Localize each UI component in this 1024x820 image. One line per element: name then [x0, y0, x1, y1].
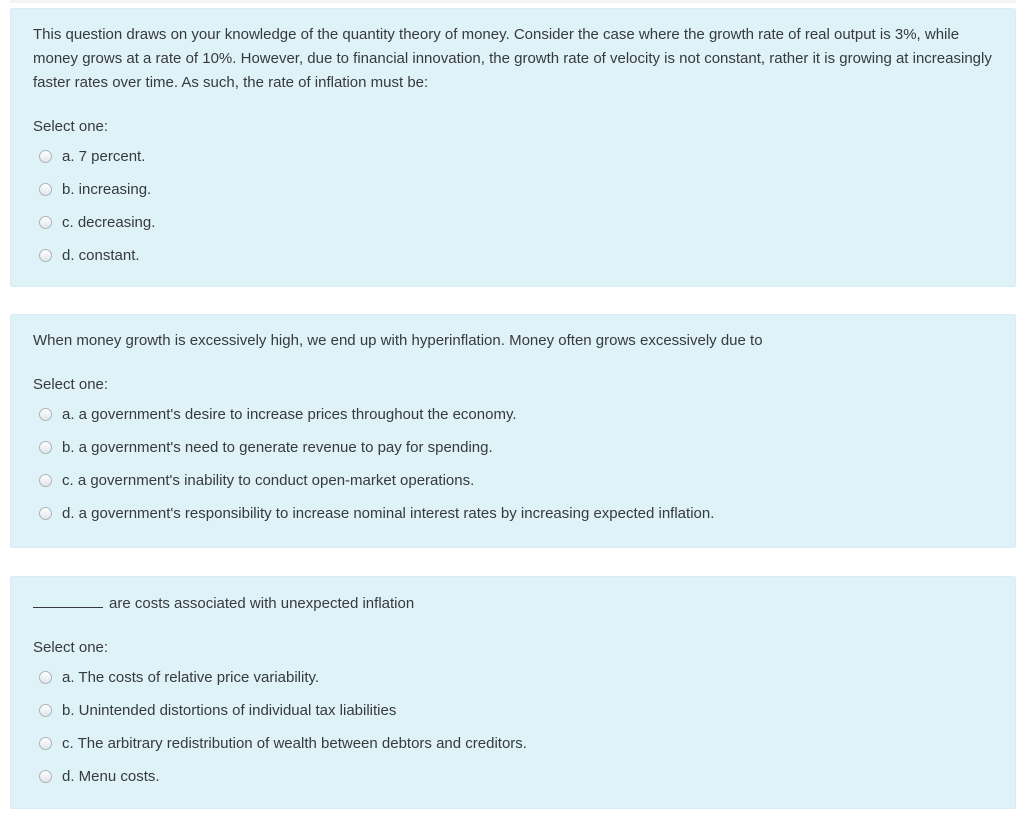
option-label[interactable]: c. decreasing. — [62, 214, 156, 231]
option-label[interactable]: a. The costs of relative price variability. — [62, 669, 320, 686]
radio-button[interactable] — [39, 150, 52, 163]
question-3-answers — [33, 661, 993, 793]
radio-button[interactable] — [39, 249, 52, 262]
question-2-answers — [33, 398, 993, 530]
question-3-text: are costs associated with unexpected inflation — [109, 595, 415, 612]
question-3 — [10, 576, 1016, 809]
option-label[interactable]: d. a government's responsibility to increase nominal interest rates by increasing expected inflation. — [62, 505, 715, 522]
question-1-text: This question draws on your knowledge of the quantity theory of money. Consider the case where the growth rate of real output is 3%, while money grows at a rate of 10%. However, due to financial innovation, the growth rate of velocity is not constant, rather it is growing at increasingly faster rates over time. As such, the rate of inflation must be: — [33, 26, 992, 91]
fill-in-blank — [33, 591, 103, 608]
question-3-text-line — [33, 591, 993, 616]
question-1-option-b[interactable] — [33, 173, 993, 206]
top-divider — [10, 0, 1016, 3]
question-2-option-c[interactable] — [33, 464, 993, 497]
radio-button[interactable] — [39, 474, 52, 487]
option-label[interactable]: b. Unintended distortions of individual tax liabilities — [62, 702, 397, 719]
question-3-option-c[interactable] — [33, 727, 993, 760]
radio-button[interactable] — [39, 216, 52, 229]
question-1-option-d[interactable] — [33, 239, 993, 272]
radio-button[interactable] — [39, 408, 52, 421]
question-3-option-d[interactable] — [33, 760, 993, 793]
option-label[interactable]: c. a government's inability to conduct open-market operations. — [62, 472, 475, 489]
radio-button[interactable] — [39, 737, 52, 750]
question-3-prompt: Select one: — [33, 639, 109, 656]
option-label[interactable]: b. a government's need to generate revenue to pay for spending. — [62, 439, 493, 456]
radio-button[interactable] — [39, 671, 52, 684]
question-1 — [10, 8, 1016, 287]
radio-button[interactable] — [39, 183, 52, 196]
question-2-text: When money growth is excessively high, we end up with hyperinflation. Money often grows excessively due to — [33, 332, 763, 349]
question-3-option-b[interactable] — [33, 694, 993, 727]
option-label[interactable]: d. Menu costs. — [62, 768, 160, 785]
question-2-option-a[interactable] — [33, 398, 993, 431]
question-2 — [10, 314, 1016, 548]
radio-button[interactable] — [39, 704, 52, 717]
option-label[interactable]: d. constant. — [62, 247, 140, 264]
radio-button[interactable] — [39, 770, 52, 783]
option-label[interactable]: a. a government's desire to increase prices throughout the economy. — [62, 406, 517, 423]
question-1-answers — [33, 140, 993, 272]
question-1-prompt: Select one: — [33, 118, 109, 135]
question-3-option-a[interactable] — [33, 661, 993, 694]
question-2-option-d[interactable] — [33, 497, 993, 530]
question-1-option-c[interactable] — [33, 206, 993, 239]
option-label[interactable]: a. 7 percent. — [62, 148, 146, 165]
radio-button[interactable] — [39, 441, 52, 454]
question-2-option-b[interactable] — [33, 431, 993, 464]
question-1-option-a[interactable] — [33, 140, 993, 173]
question-2-prompt: Select one: — [33, 376, 109, 393]
option-label[interactable]: c. The arbitrary redistribution of wealth between debtors and creditors. — [62, 735, 527, 752]
radio-button[interactable] — [39, 507, 52, 520]
option-label[interactable]: b. increasing. — [62, 181, 152, 198]
